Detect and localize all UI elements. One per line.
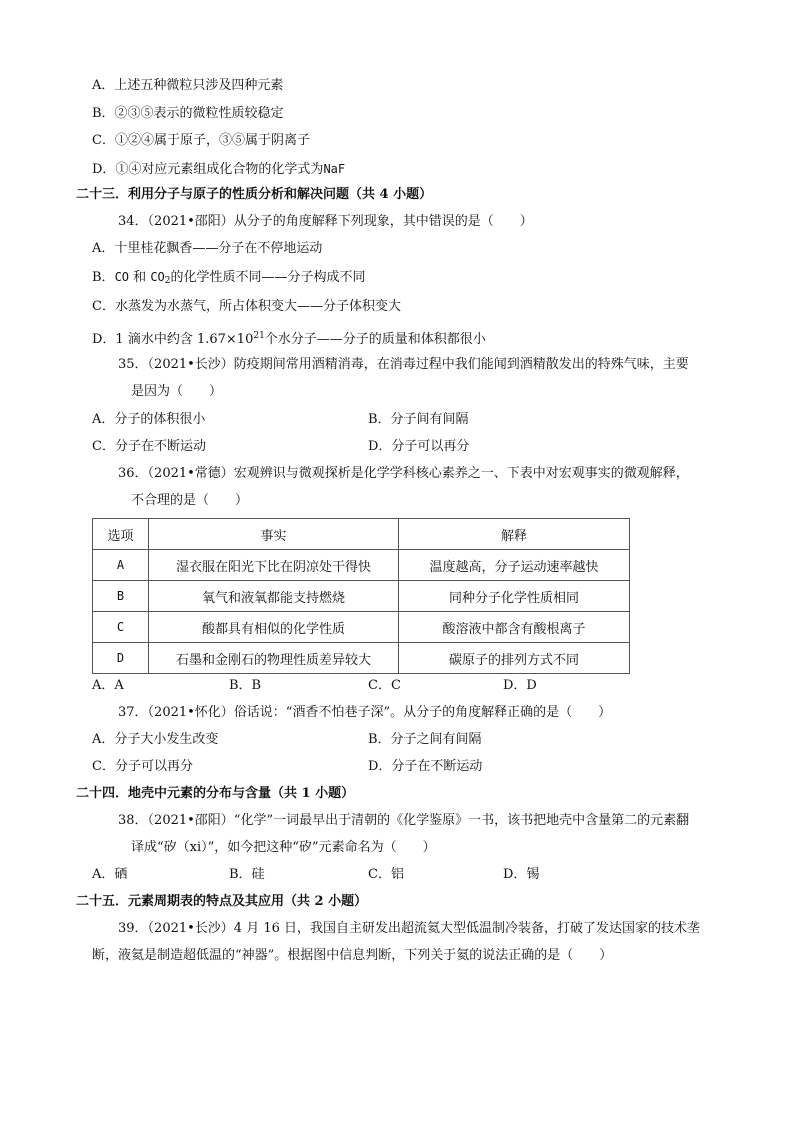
prev-option-b: B．②③⑤表示的微粒性质较稳定 xyxy=(92,106,284,121)
q34-b-post: 的化学性质不同——分子构成不同 xyxy=(170,270,366,285)
q36-option-b: B．B xyxy=(229,678,262,693)
table-cell: D xyxy=(93,643,149,674)
q34-b-co: CO xyxy=(114,270,130,284)
table-cell: 酸都具有相似的化学性质 xyxy=(149,612,399,643)
prev-option-c: C．①②④属于原子，③⑤属于阴离子 xyxy=(92,133,310,148)
table-cell: C xyxy=(93,612,149,643)
table-cell: 同种分子化学性质相同 xyxy=(399,581,630,612)
q39-stem-line2: 断，液氦是制造超低温的“神器”。根据图中信息判断，下列关于氦的说法正确的是（ ） xyxy=(92,948,613,963)
q36-table xyxy=(92,518,630,674)
q36-stem-line1: 36．（2021•常德）宏观辨识与微观探析是化学学科核心素养之一、下表中对宏观事实的微观解释， xyxy=(118,466,689,481)
q38-option-d: D．锡 xyxy=(503,867,540,882)
table-header-cell: 解释 xyxy=(399,519,630,550)
q35-option-c: C．分子在不断运动 xyxy=(92,439,206,454)
q34-d-prefix: D．1 滴水中约含 1.67×10 xyxy=(92,332,254,347)
q36-stem-line2: 不合理的是（ ） xyxy=(131,493,249,508)
prev-option-d-formula: NaF xyxy=(323,162,346,176)
q34-b-subscript: 2 xyxy=(164,276,171,286)
q37-stem: 37．（2021•怀化）俗话说：“酒香不怕巷子深”。从分子的角度解释正确的是（ ） xyxy=(118,705,612,720)
prev-option-d xyxy=(92,160,345,179)
q34-d-superscript: 21 xyxy=(253,331,265,341)
q38-option-a: A．硒 xyxy=(92,867,128,882)
table-header-cell: 事实 xyxy=(149,519,399,550)
q38-option-b: B．硅 xyxy=(229,867,265,882)
q38-stem-line2: 译成“矽（xi）”，如今把这种“矽”元素命名为（ ） xyxy=(131,840,436,855)
q38-option-c: C．铝 xyxy=(368,867,404,882)
table-cell: 石墨和金刚石的物理性质差异较大 xyxy=(149,643,399,674)
q36-option-a: A．A xyxy=(92,678,124,693)
table-cell: 碳原子的排列方式不同 xyxy=(399,643,630,674)
q39-stem-line1: 39．（2021•长沙）4 月 16 日，我国自主研发出超流氦大型低温制冷装备，打破了发达国家的技术垄 xyxy=(118,921,701,936)
q37-option-c: C．分子可以再分 xyxy=(92,759,193,774)
q34-option-b xyxy=(92,268,366,290)
prev-option-d-text: D．①④对应元素组成化合物的化学式为 xyxy=(92,162,324,177)
q37-option-a: A．分子大小发生改变 xyxy=(92,732,219,747)
table-row xyxy=(93,643,630,674)
q37-option-b: B．分子之间有间隔 xyxy=(368,732,482,747)
q36-option-c: C．C xyxy=(368,678,401,693)
section-25-title: 二十五．元素周期表的特点及其应用（共 2 小题） xyxy=(76,894,368,909)
table-row xyxy=(93,581,630,612)
prev-option-a: A．上述五种微粒只涉及四种元素 xyxy=(92,78,284,93)
q37-option-d: D．分子在不断运动 xyxy=(368,759,483,774)
section-23-title: 二十三．利用分子与原子的性质分析和解决问题（共 4 小题） xyxy=(76,187,433,202)
q38-stem-line1: 38．（2021•邵阳）“化学”一词最早出于清朝的《化学鉴原》一书，该书把地壳中含量第二的元素翻 xyxy=(118,813,690,828)
table-cell: B xyxy=(93,581,149,612)
q34-d-post: 个水分子——分子的质量和体积都很小 xyxy=(264,332,486,347)
q34-b-prefix: B． xyxy=(92,270,115,285)
table-cell: 湿衣服在阳光下比在阴凉处干得快 xyxy=(149,550,399,581)
q34-b-co2: CO xyxy=(150,270,165,284)
q34-b-and: 和 xyxy=(133,270,147,285)
q35-option-b: B．分子间有间隔 xyxy=(368,412,469,427)
q35-stem-line2: 是因为（ ） xyxy=(131,384,223,399)
table-row xyxy=(93,550,630,581)
q35-option-a: A．分子的体积很小 xyxy=(92,412,206,427)
section-24-title: 二十四．地壳中元素的分布与含量（共 1 小题） xyxy=(76,786,355,801)
q34-option-c: C．水蒸发为水蒸气，所占体积变大——分子体积变大 xyxy=(92,299,401,314)
q34-option-d xyxy=(92,327,486,349)
table-cell: 酸溶液中都含有酸根离子 xyxy=(399,612,630,643)
table-cell: 氧气和液氧都能支持燃烧 xyxy=(149,581,399,612)
table-header-row xyxy=(93,519,630,550)
q35-stem-line1: 35．（2021•长沙）防疫期间常用酒精消毒，在消毒过程中我们能闻到酒精散发出的特殊气味，主要 xyxy=(118,357,689,372)
table-cell: A xyxy=(93,550,149,581)
q36-option-d: D．D xyxy=(503,678,537,693)
table-header-cell: 选项 xyxy=(93,519,149,550)
q34-option-a: A．十里桂花飘香——分子在不停地运动 xyxy=(92,241,323,256)
q35-option-d: D．分子可以再分 xyxy=(368,439,470,454)
table-cell: 温度越高，分子运动速率越快 xyxy=(399,550,630,581)
q34-stem: 34．（2021•邵阳）从分子的角度解释下列现象，其中错误的是（ ） xyxy=(118,214,533,229)
table-row xyxy=(93,612,630,643)
